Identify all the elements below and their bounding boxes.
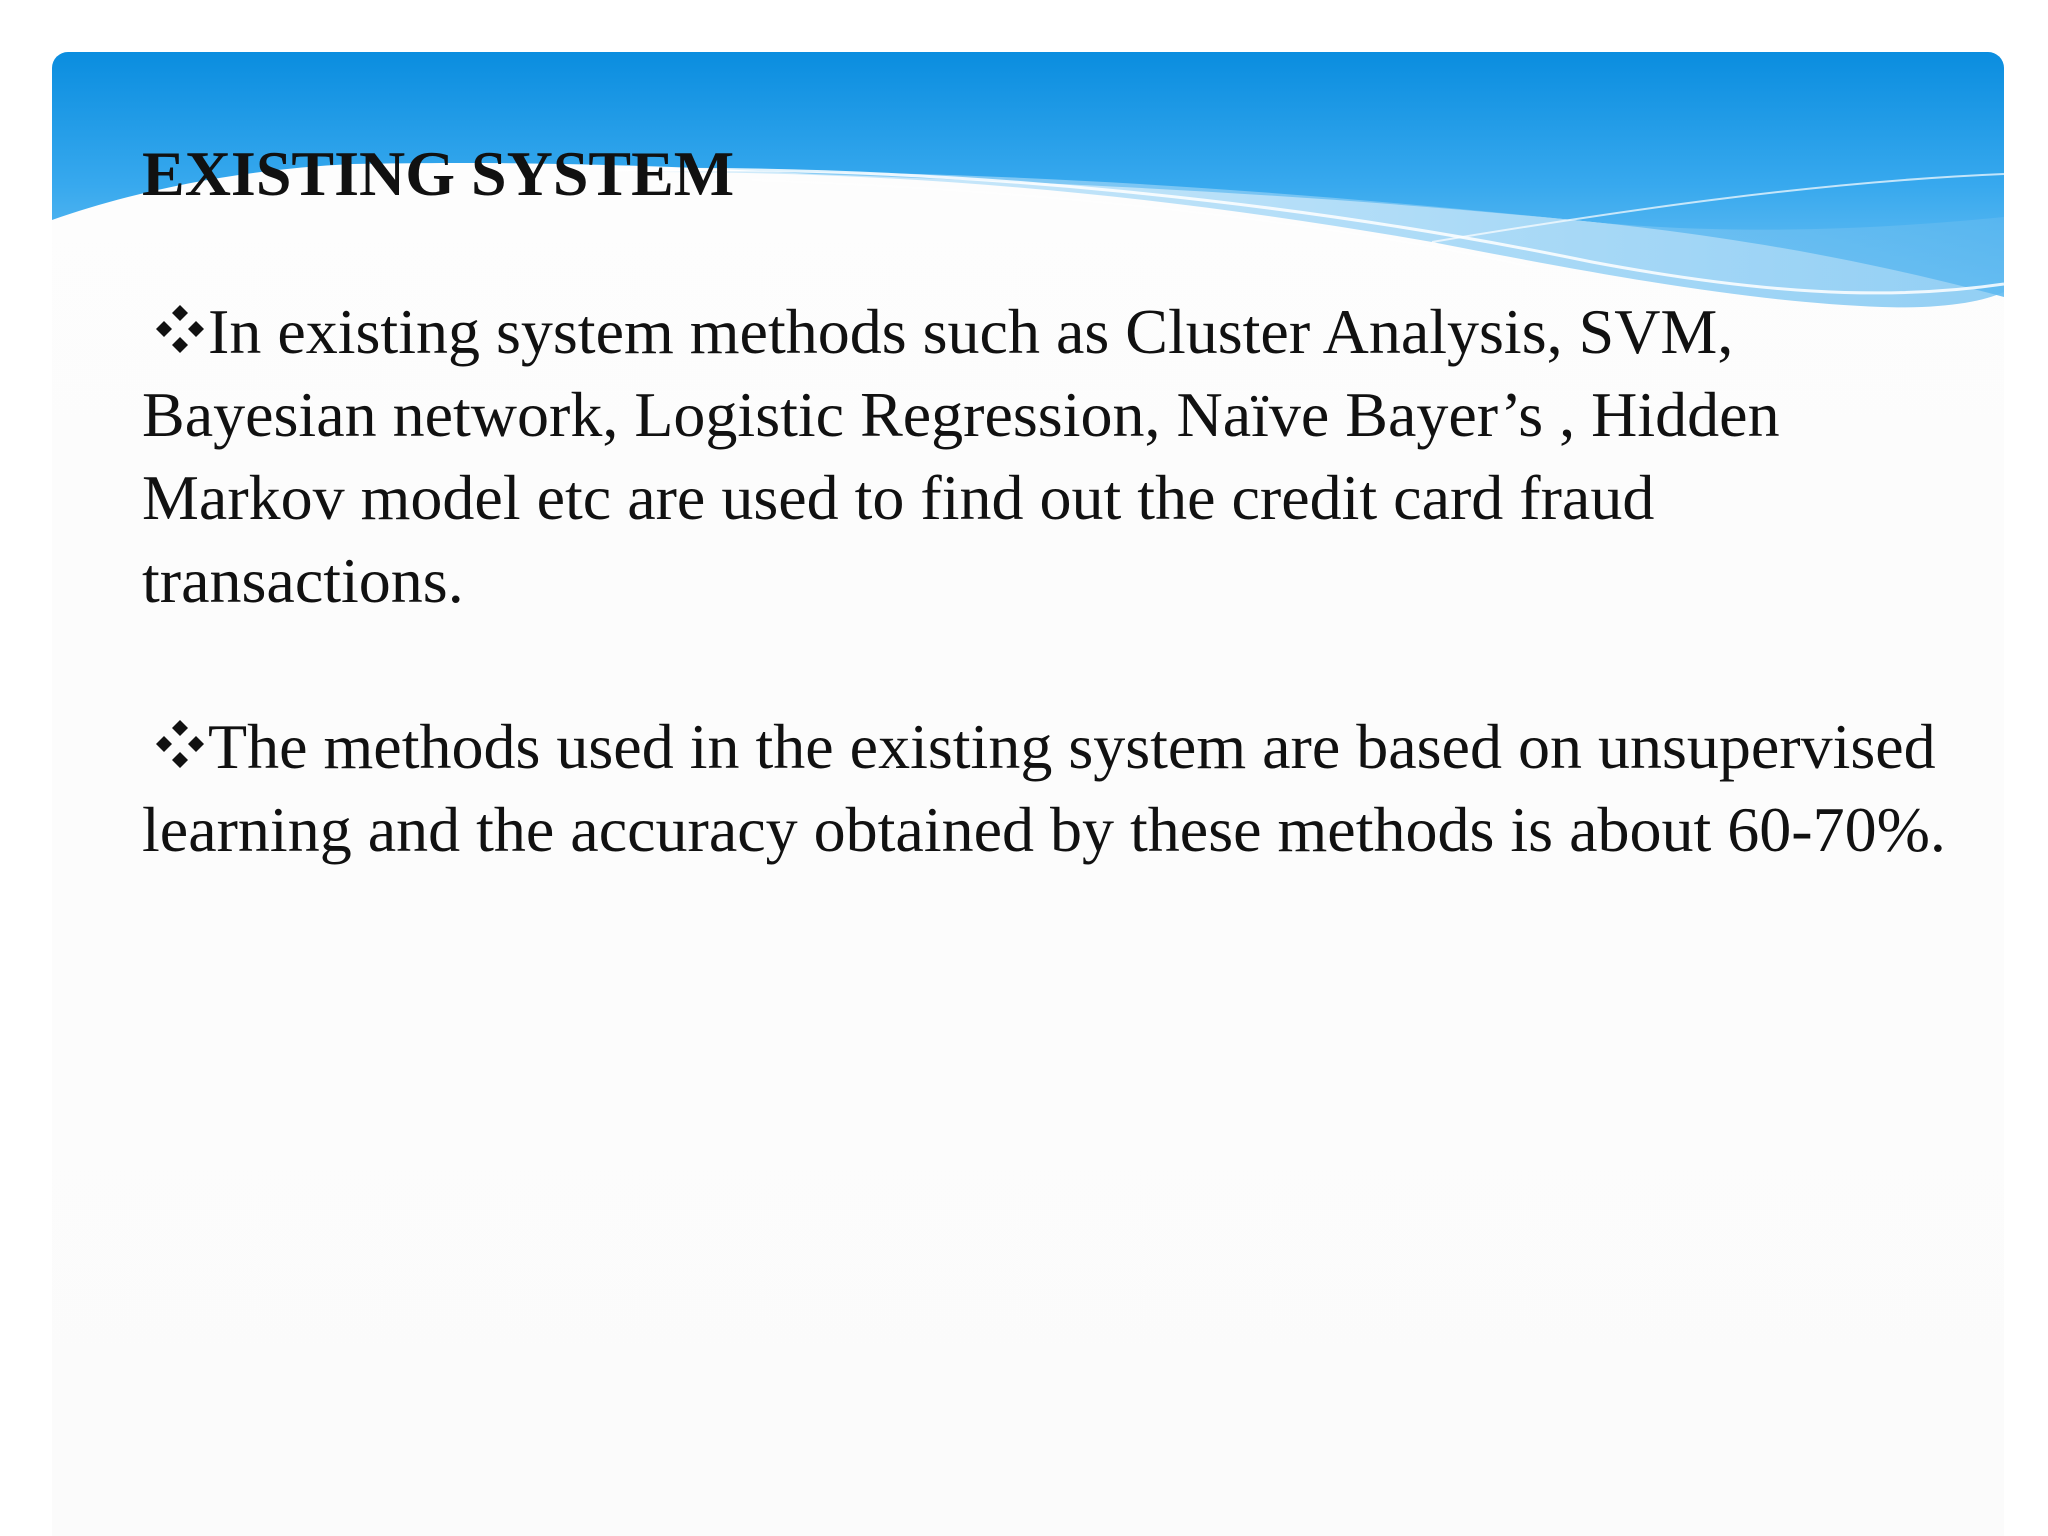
diamond-quad-bullet-icon [152,301,208,357]
bullet-item [142,290,1972,622]
diamond-quad-bullet-icon [152,716,208,772]
bullet-text: In existing system methods such as Cluster Analysis, SVM, Bayesian network, Logistic Regression, Naïve Bayer’s , Hidden Markov model etc are used to find out the credit card fraud transactions. [142,296,1780,616]
bullet-list [142,290,1972,954]
bullet-item [142,705,1972,871]
slide-content-area [52,52,2004,1536]
bullet-text: The methods used in the existing system are based on unsupervised learning and the accuracy obtained by these methods is about 60-70%. [142,711,1946,865]
slide-title: EXISTING SYSTEM [142,138,735,209]
